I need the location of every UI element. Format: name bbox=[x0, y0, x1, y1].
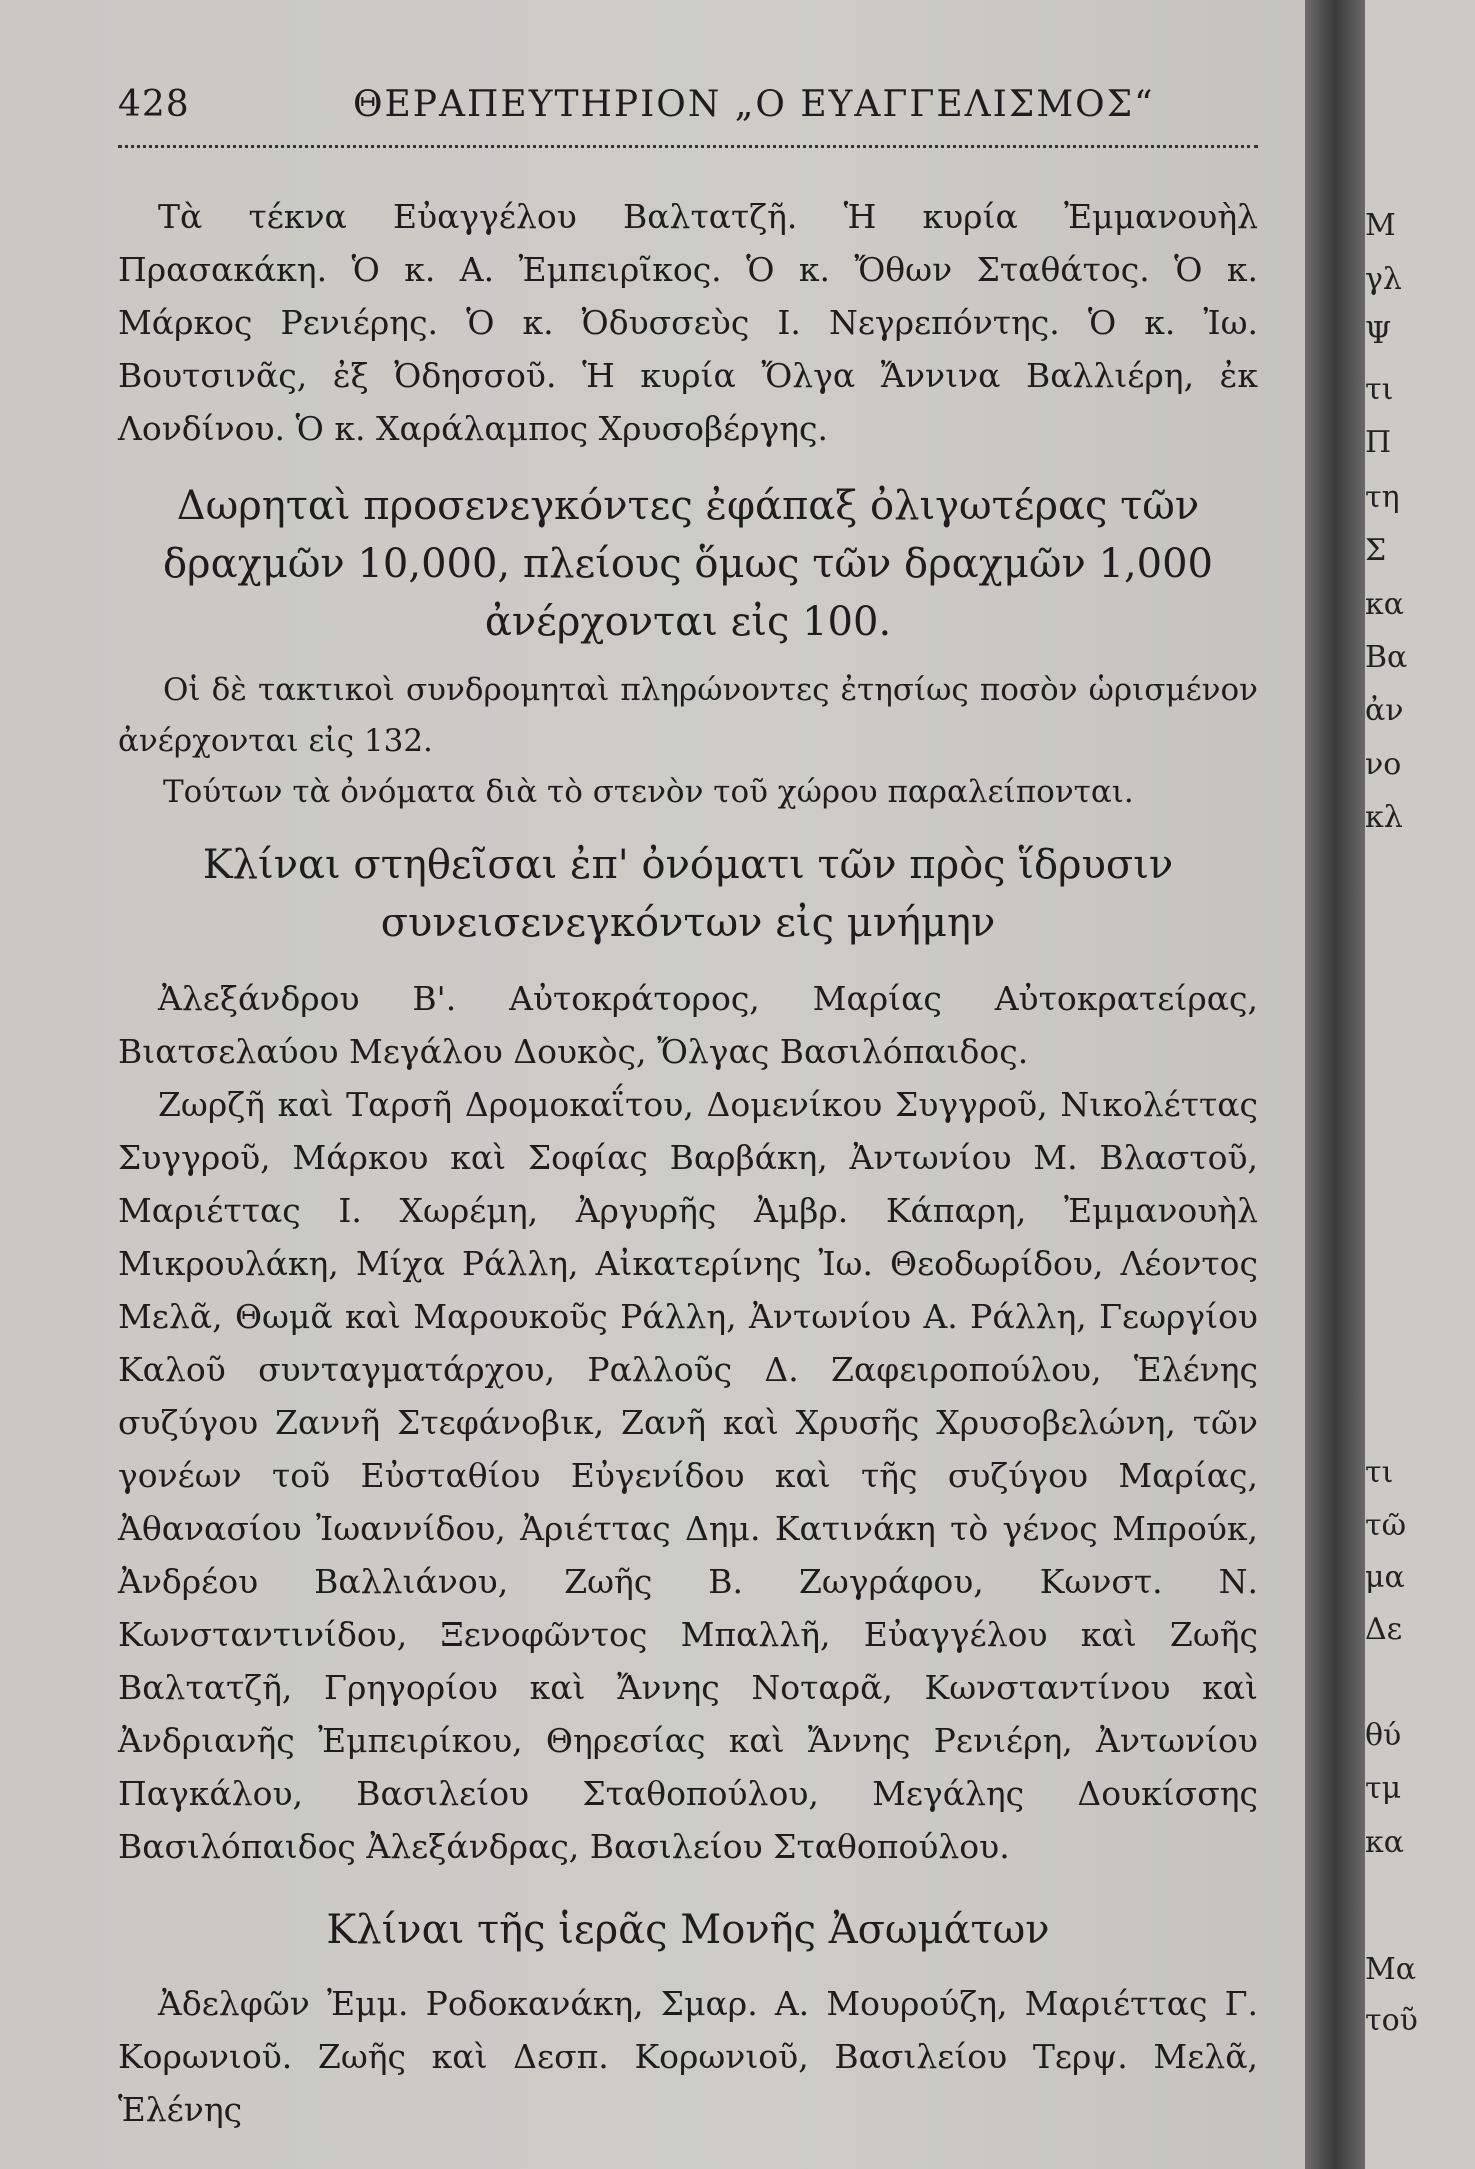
monastery-section-heading: Κλίναι τῆς ἱερᾶς Μονῆς Ἀσωμάτων bbox=[326, 1907, 1050, 1953]
facing-fragment: Μα bbox=[1365, 1952, 1416, 1987]
facing-fragment: θύ bbox=[1365, 1718, 1402, 1753]
facing-fragment: γλ bbox=[1365, 262, 1402, 297]
running-header bbox=[118, 84, 1258, 134]
facing-fragment: Ψ bbox=[1365, 316, 1392, 351]
names-omitted-note: Τούτων τὰ ὀνόματα διὰ τὸ στενὸν τοῦ χώρου παραλείπονται. bbox=[163, 774, 1134, 810]
facing-fragment: Δε bbox=[1365, 1612, 1403, 1647]
facing-fragment: κλ bbox=[1365, 800, 1403, 835]
facing-fragment: μα bbox=[1365, 1560, 1405, 1595]
facing-fragment: τοῦ bbox=[1365, 2003, 1418, 2038]
donor-list-paragraph: Τὰ τέκνα Εὐαγγέλου Βαλτατζῆ. Ἡ κυρία Ἐμμανουὴλ Πρασακάκη. Ὁ κ. Α. Ἐμπειρῖκος. Ὁ κ. Ὄθων Σταθάτος. Ὁ κ. Μάρκος Ρενιέρης. Ὁ κ. Ὀδυσσεὺς Ι. Νεγρεπόντης. Ὁ κ. Ἰω. Βουτσινᾶς, ἐξ Ὀδησσοῦ. Ἡ κυρία Ὄλγα Ἄννινα Βαλλιέρη, ἐκ Λονδίνου. Ὁ κ. Χαράλαμπος Χρυσοβέργης. bbox=[118, 197, 1258, 448]
facing-fragment: ἀν bbox=[1365, 693, 1404, 728]
facing-fragment: Π bbox=[1365, 425, 1392, 460]
beds-imperial-paragraph: Ἀλεξάνδρου Β'. Αὐτοκράτορος, Μαρίας Αὐτοκρατείρας, Βιατσελαύου Μεγάλου Δουκὸς, Ὄλγας Βασιλόπαιδος. bbox=[118, 979, 1258, 1071]
beds-section-heading: Κλίναι στηθεῖσαι ἐπ' ὀνόματι τῶν πρὸς ἵδρυσιν συνεισενεγκόντων εἰς μνήμην bbox=[202, 842, 1174, 946]
facing-fragment: τῶ bbox=[1365, 1508, 1407, 1543]
facing-fragment: Μ bbox=[1365, 208, 1396, 243]
facing-fragment: τι bbox=[1365, 1455, 1394, 1490]
facing-page-edge bbox=[1365, 0, 1475, 2169]
facing-fragment: κα bbox=[1365, 587, 1405, 622]
page-body bbox=[118, 190, 1258, 2136]
page-number: 428 bbox=[118, 84, 190, 125]
facing-fragment: κα bbox=[1365, 1825, 1405, 1860]
facing-fragment: Βα bbox=[1365, 640, 1408, 675]
facing-fragment: Σ bbox=[1365, 533, 1387, 568]
book-gutter bbox=[1305, 0, 1365, 2169]
subscribers-count: Οἱ δὲ τακτικοὶ συνδρομηταὶ πληρώνοντες ἐτησίως ποσὸν ὡρισμένον ἀνέρχονται εἰς 132. bbox=[118, 672, 1258, 759]
running-title: ΘΕΡΑΠΕΥΤΗΡΙΟΝ „Ο ΕΥΑΓΓΕΛΙΣΜΟΣ“ bbox=[353, 84, 1155, 125]
header-rule bbox=[118, 145, 1258, 148]
facing-fragment: τμ bbox=[1365, 1771, 1402, 1806]
beds-names-paragraph: Ζωρζῆ καὶ Ταρσῆ Δρομοκαΐτου, Δομενίκου Συγγροῦ, Νικολέττας Συγγροῦ, Μάρκου καὶ Σοφίας Βαρβάκη, Ἀντωνίου Μ. Βλαστοῦ, Μαριέττας Ι. Χωρέμη, Ἀργυρῆς Ἀμβρ. Κάπαρη, Ἐμμανουὴλ Μικρουλάκη, Μίχα Ράλλη, Αἰκατερίνης Ἰω. Θεοδωρίδου, Λέοντος Μελᾶ, Θωμᾶ καὶ Μαρουκοῦς Ράλλη, Ἀντωνίου Α. Ράλλη, Γεωργίου Καλοῦ συνταγματάρχου, Ραλλοῦς Δ. Ζαφειροπούλου, Ἑλένης συζύγου Ζαννῆ Στεφάνοβικ, Ζανῆ καὶ Χρυσῆς Χρυσοβελώνη, τῶν γονέων τοῦ Εὐσταθίου Εὐγενίδου καὶ τῆς συζύγου Μαρίας, Ἀθανασίου Ἰωαννίδου, Ἀριέττας Δημ. Κατινάκη τὸ γένος Μπρούκ, Ἀνδρέου Βαλλιάνου, Ζωῆς Β. Ζωγράφου, Κωνστ. Ν. Κωνσταντινίδου, Ξενοφῶντος Μπαλλῆ, Εὐαγγέλου καὶ Ζωῆς Βαλτατζῆ, Γρηγορίου καὶ Ἄννης Νοταρᾶ, Κωνσταντίνου καὶ Ἀνδριανῆς Ἐμπειρίκου, Θηρεσίας καὶ Ἄννης Ρενιέρη, Ἀντωνίου Παγκάλου, Βασιλείου Σταθοπούλου, Μεγάλης Δουκίσσης Βασιλόπαιδος Ἀλεξάνδρας, Βασιλείου Σταθοπούλου. bbox=[118, 1085, 1258, 1866]
monastery-paragraph: Ἀδελφῶν Ἐμμ. Ροδοκανάκη, Σμαρ. Α. Μουρούζη, Μαριέττας Γ. Κορωνιοῦ. Ζωῆς καὶ Δεσπ. Κορωνιοῦ, Βασιλείου Τερψ. Μελᾶ, Ἑλένης bbox=[118, 1984, 1258, 2129]
donors-notice: Δωρηταὶ προσενεγκόντες ἐφάπαξ ὀλιγωτέρας τῶν δραχμῶν 10,000, πλείους ὅμως τῶν δραχμῶν 1,000 ἀνέρχονται εἰς 100. bbox=[162, 483, 1214, 645]
facing-fragment: τη bbox=[1365, 480, 1400, 515]
facing-fragment: τι bbox=[1365, 372, 1394, 407]
facing-fragment: νο bbox=[1365, 747, 1402, 782]
